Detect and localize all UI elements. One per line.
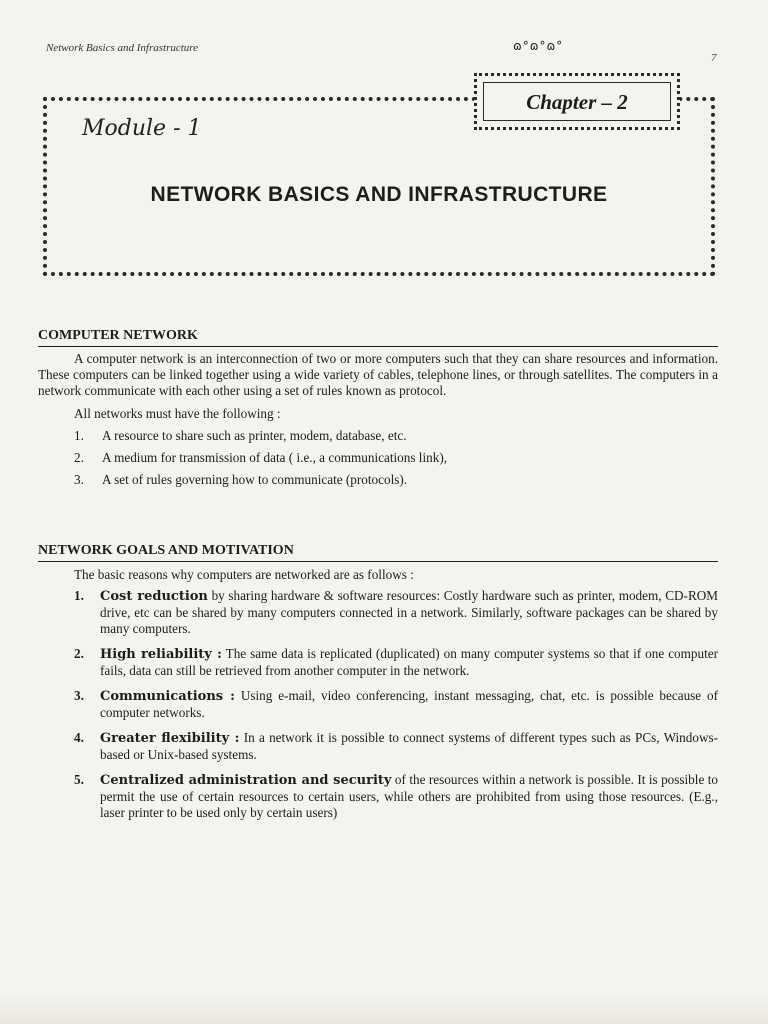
list-text: A resource to share such as printer, modem, database, etc.: [102, 428, 407, 443]
list-number: 1.: [74, 428, 84, 443]
running-head: Network Basics and Infrastructure: [46, 42, 199, 54]
list-text: A medium for transmission of data ( i.e., a communications link),: [102, 450, 448, 465]
page-number: 7: [711, 52, 717, 64]
module-label: Module - 1: [82, 116, 202, 141]
item-text: Using e-mail, video conferencing, instant messaging, chat, etc. is possible because of computer networks.: [100, 688, 718, 720]
goals-list: [38, 588, 718, 821]
list-item: [38, 772, 718, 821]
paragraph: A computer network is an interconnection of two or more computers such that they can share resources and information. These computers can be linked together using a wide variety of cables, telephone lines, or through satellites. The computers in a network communicate with each other using a set of rules known as protocol.: [38, 351, 718, 398]
page-title: NETWORK BASICS AND INFRASTRUCTURE: [150, 183, 608, 206]
list-number: 4.: [74, 730, 84, 745]
item-text: by sharing hardware & software resources: Costly hardware such as printer, modem, CD-ROM drive, etc can be shared by many computers connected in a network. Similarly, software packages can be shared by many computers.: [100, 588, 718, 636]
list-number: 1.: [74, 588, 84, 603]
list-number: 3.: [74, 472, 84, 487]
list-item: [38, 425, 718, 447]
requirements-list: [38, 425, 718, 491]
list-item: [38, 730, 718, 763]
list-item: [38, 588, 718, 637]
item-title: Centralized administration and security: [100, 773, 392, 788]
item-text: The same data is replicated (duplicated) on many computer systems so that if one computer fails, data can still be retrieved from another computer in the network.: [100, 646, 719, 678]
section-network-goals: [38, 543, 718, 830]
section-heading: COMPUTER NETWORK: [38, 328, 718, 347]
section-heading: NETWORK GOALS AND MOTIVATION: [38, 543, 718, 562]
page-bottom-shade: [0, 995, 768, 1024]
list-item: [38, 447, 718, 469]
list-item: [38, 469, 718, 491]
list-number: 5.: [74, 772, 84, 787]
ornament: ɷ°ɷ°ɷ°: [513, 39, 564, 53]
item-title: Cost reduction: [100, 589, 208, 604]
list-item: [38, 688, 718, 721]
list-number: 2.: [74, 646, 84, 661]
chapter-label: Chapter – 2: [483, 82, 671, 121]
chapter-frame: [474, 73, 680, 130]
intro-line: All networks must have the following :: [74, 406, 281, 421]
list-text: A set of rules governing how to communicate (protocols).: [102, 472, 408, 487]
list-number: 2.: [74, 450, 84, 465]
item-title: Communications :: [100, 689, 235, 704]
section-computer-network: [38, 328, 718, 491]
item-title: Greater flexibility :: [100, 731, 240, 746]
item-text: In a network it is possible to connect systems of different types such as PCs, Windows-based or Unix-based systems.: [100, 730, 718, 762]
list-number: 3.: [74, 688, 84, 703]
item-title: High reliability :: [100, 647, 222, 662]
intro-line: The basic reasons why computers are networked are as follows :: [74, 567, 414, 582]
item-text: of the resources within a network is possible. It is possible to permit the use of certain resources to certain users, while others are prohibited from using those resources. (E.g., laser printer to be used only by certain users): [100, 772, 718, 820]
list-item: [38, 646, 718, 679]
